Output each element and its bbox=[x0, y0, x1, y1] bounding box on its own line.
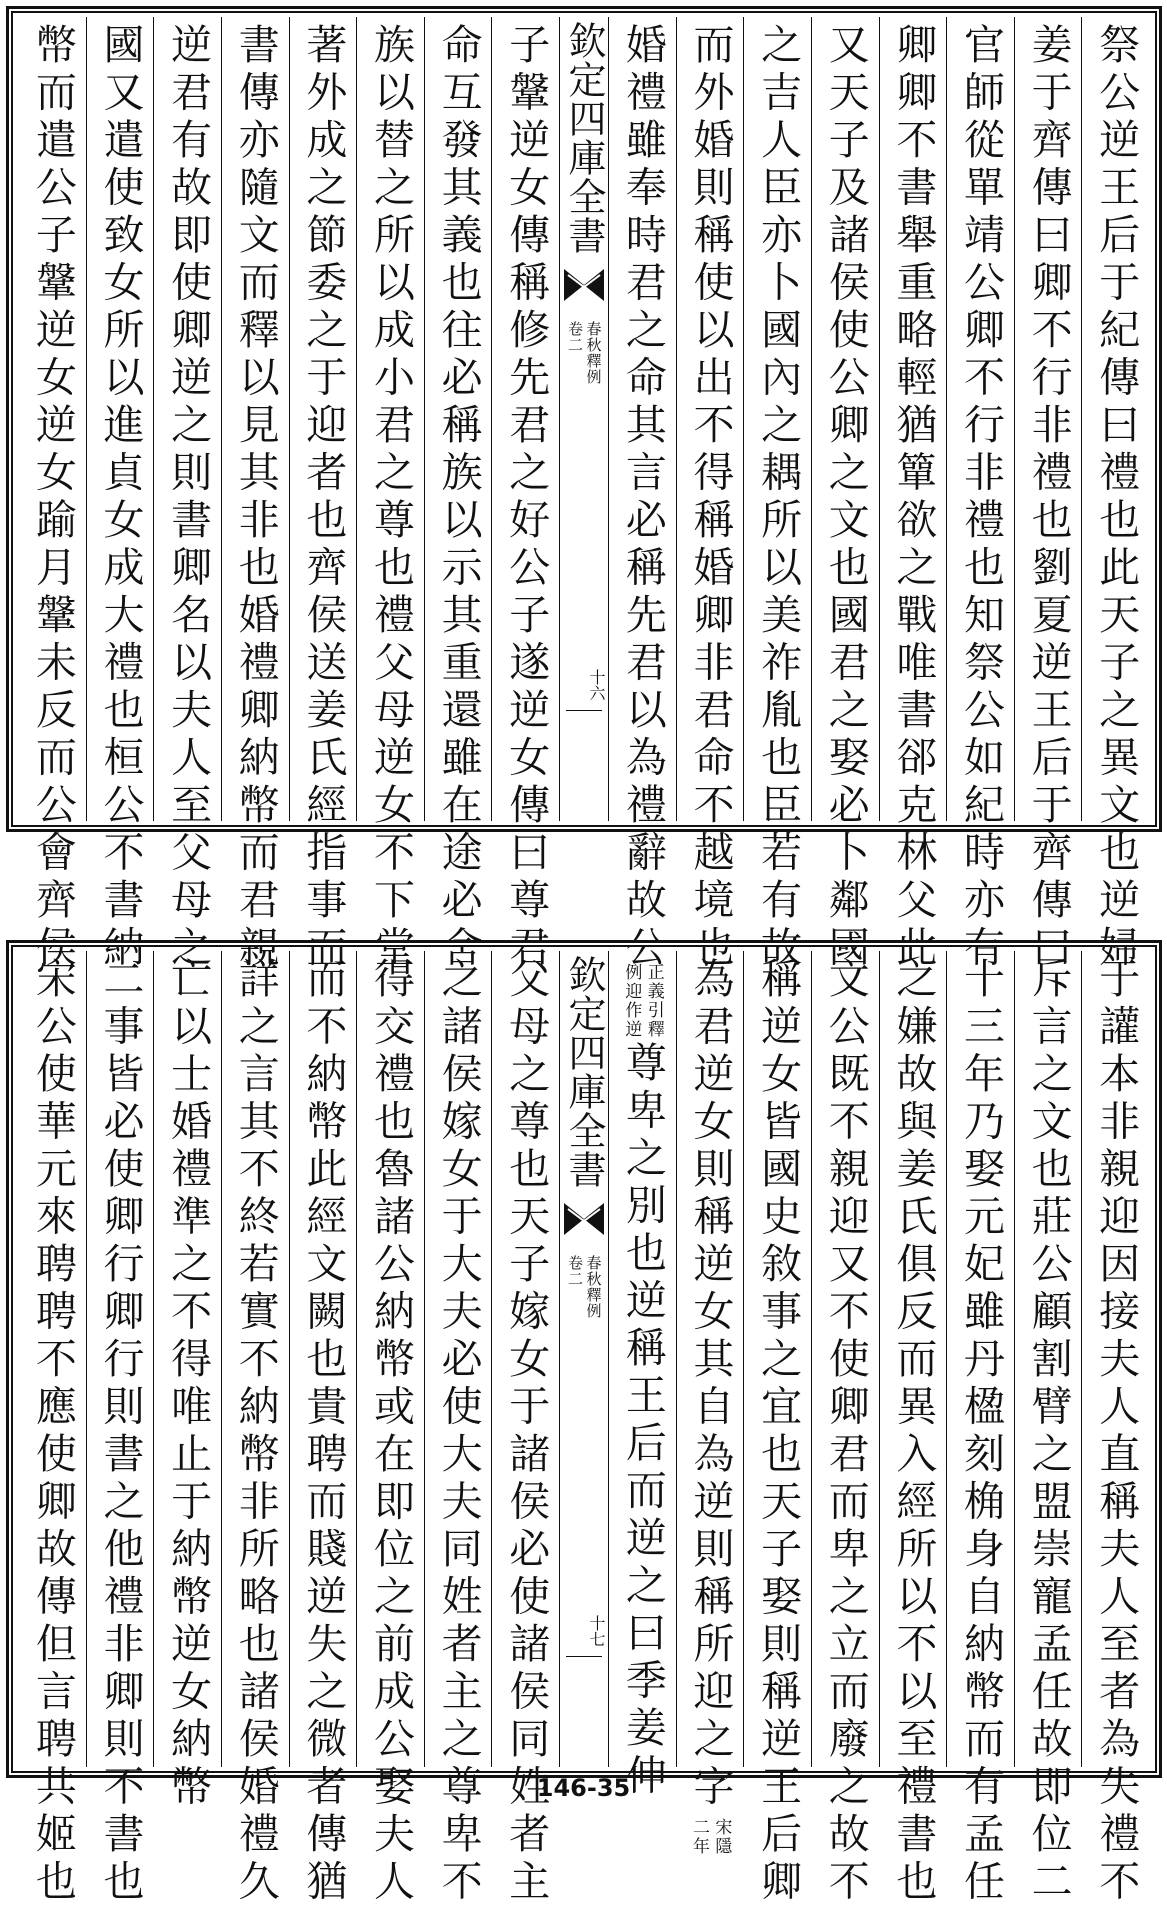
text-column bbox=[1081, 951, 1149, 1907]
spine-book-title: 春秋釋例 bbox=[584, 1255, 603, 1319]
text-column bbox=[424, 951, 492, 1907]
text-column bbox=[811, 17, 879, 973]
text-column bbox=[743, 951, 811, 1907]
column-text: 稱逆女皆國史敘事之宜也天子娶則稱逆王后卿 bbox=[754, 957, 803, 1907]
column-text: 書傳亦隨文而釋以見其非也婚禮卿納幣而君親 bbox=[231, 23, 280, 973]
column-text: 之嫌故與姜氏俱反而異入經所以不以至禮書也 bbox=[889, 957, 938, 1907]
text-column bbox=[86, 951, 154, 1907]
note-left: 例迎作逆 bbox=[621, 963, 642, 1039]
spine-title: 欽定四庫全書 bbox=[562, 21, 606, 255]
text-column bbox=[1014, 17, 1082, 973]
column-text: 得交禮也魯諸公納幣或在即位之前成公娶夫人 bbox=[366, 957, 415, 1907]
column-text: 著外成之節委之于迎者也齊侯送姜氏經指事而 bbox=[299, 23, 348, 973]
text-column bbox=[946, 951, 1014, 1907]
text-column bbox=[356, 17, 424, 973]
spine-book-title: 春秋釋例 bbox=[584, 321, 603, 385]
column-text: 而外婚則稱使以出不得稱婚卿非君命不越境也 bbox=[686, 23, 735, 973]
column-text: 婚禮雖奉時君之命其言必稱先君以為禮辭故公 bbox=[618, 23, 667, 973]
text-column bbox=[879, 951, 947, 1907]
column-text: 文公既不親迎又不使卿君而卑之立而廢之故不 bbox=[821, 957, 870, 1907]
text-column bbox=[676, 951, 744, 1856]
column-text: 亡以士婚禮準之不得唯止于納幣逆女納幣 bbox=[164, 957, 213, 1812]
spine-divider bbox=[566, 1656, 602, 1657]
column-text: 父母之尊也天子嫁女于諸侯必使諸侯同姓者主 bbox=[502, 957, 551, 1907]
column-text: 姜于齊傳曰卿不行非禮也劉夏逆王后于齊傳曰 bbox=[1024, 23, 1073, 973]
note-right: 宋隱 bbox=[711, 1818, 732, 1856]
text-column bbox=[676, 17, 744, 973]
top-page-panel bbox=[6, 6, 1162, 973]
text-column bbox=[743, 17, 811, 973]
text-column bbox=[491, 17, 559, 973]
column-text: 而不納幣此經文闕也貴聘而賤逆失之微者傳猶 bbox=[299, 957, 348, 1907]
top-columns bbox=[19, 17, 1149, 973]
spine-divider bbox=[566, 710, 602, 711]
book-spine bbox=[559, 951, 608, 1767]
spine-title: 欽定四庫全書 bbox=[562, 955, 606, 1189]
text-column bbox=[289, 951, 357, 1907]
column-text: 之諸侯嫁女于大夫必使大夫同姓者主之尊卑不 bbox=[434, 957, 483, 1907]
book-spine bbox=[559, 17, 608, 821]
spine-page-number: 十六 bbox=[587, 669, 606, 701]
column-text: 于讙本非親迎因接夫人直稱夫人至者為失禮不 bbox=[1092, 957, 1141, 1907]
column-text: 詳之言其不終若實不納幣非所略也諸侯婚禮久 bbox=[231, 957, 280, 1907]
text-column bbox=[221, 17, 289, 973]
text-column bbox=[424, 17, 492, 973]
column-text: 又天子及諸侯使公卿之文也國君之娶必卜鄰國 bbox=[821, 23, 870, 973]
text-column bbox=[608, 17, 676, 973]
fish-tail-mark-icon bbox=[562, 1199, 606, 1239]
spine-volume: 卷二 bbox=[566, 321, 584, 353]
column-text: 子鞶逆女傳稱修先君之好公子遂逆女傳曰尊君 bbox=[502, 23, 551, 973]
column-text: 十三年乃娶元妃雖丹楹刻桷身自納幣而有孟任 bbox=[956, 957, 1005, 1907]
text-column bbox=[289, 17, 357, 973]
column-text: 之吉人臣亦卜國內之耦所以美祚胤也臣若有故 bbox=[754, 23, 803, 973]
column-text: 二事皆必使卿行卿行則書之他禮非卿則不書也 bbox=[96, 957, 145, 1907]
column-text: 命互發其義也往必稱族以示其重還雖在途必舍 bbox=[434, 23, 483, 973]
spine-page-number: 十七 bbox=[587, 1615, 606, 1647]
column-text: 國又遣使致女所以進貞女成大禮也桓公不書納 bbox=[96, 23, 145, 973]
text-column bbox=[491, 951, 559, 1907]
text-column bbox=[19, 17, 86, 973]
annotation-note bbox=[621, 951, 664, 1039]
text-column bbox=[608, 951, 676, 1801]
column-text: 卿卿不書舉重略輕猶簞欲之戰唯書郤克林父此 bbox=[889, 23, 938, 973]
column-text: 尊卑之別也逆稱王后而逆之曰季姜伸 bbox=[618, 1041, 667, 1801]
fish-tail-mark-icon bbox=[562, 265, 606, 305]
text-column bbox=[86, 17, 154, 973]
page-footer-number: 146-35 bbox=[536, 1774, 631, 1802]
column-text: 為君逆女則稱逆女其自為逆則稱所迎之字 bbox=[686, 957, 735, 1812]
text-column bbox=[19, 951, 86, 1907]
column-text: 族以替之所以成小君之尊也禮父母逆女不下堂 bbox=[366, 23, 415, 973]
text-column bbox=[946, 17, 1014, 973]
column-text: 逆君有故即使卿逆之則書卿名以夫人至父母之 bbox=[164, 23, 213, 973]
text-column bbox=[153, 17, 221, 973]
text-column bbox=[1081, 17, 1149, 973]
column-text: 官師從單靖公卿不行非禮也知祭公如紀時亦有 bbox=[956, 23, 1005, 973]
text-column bbox=[356, 951, 424, 1907]
spine-volume: 卷二 bbox=[566, 1255, 584, 1287]
column-text: 斥言之文也莊公顧割臂之盟崇寵孟任故即位二 bbox=[1024, 957, 1073, 1907]
column-text: 祭公逆王后于紀傳曰禮也此天子之異文也逆婦 bbox=[1092, 23, 1141, 973]
text-column bbox=[153, 951, 221, 1812]
column-text: 宋公使華元來聘聘不應使卿故傳但言聘共姬也 bbox=[28, 957, 77, 1907]
column-text: 幣而遣公子鞶逆女逆女踰月鞶未反而公會齊侯 bbox=[28, 23, 77, 973]
text-column bbox=[1014, 951, 1082, 1907]
text-column bbox=[811, 951, 879, 1907]
note-left: 二年 bbox=[688, 1818, 709, 1856]
note-right: 正義引釋 bbox=[643, 963, 664, 1039]
annotation-note bbox=[689, 1812, 732, 1856]
text-column bbox=[221, 951, 289, 1907]
text-column bbox=[879, 17, 947, 973]
